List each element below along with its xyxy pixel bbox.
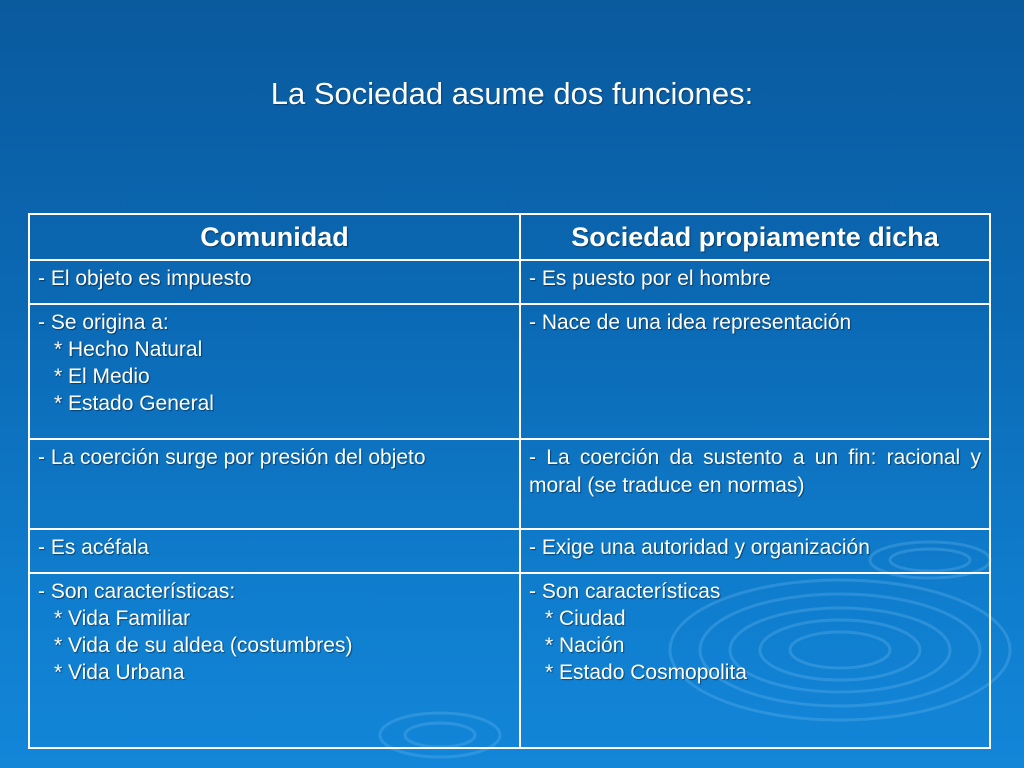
slide-title: La Sociedad asume dos funciones: <box>270 76 754 111</box>
cell-line: - El objeto es impuesto <box>38 267 252 290</box>
cell-line: - La coerción surge por presión del objeto <box>38 446 426 469</box>
cell-line: * Vida de su aldea (costumbres) <box>54 634 353 657</box>
table-row <box>29 529 990 573</box>
cell-paragraph: - La coerción da sustento a un fin: racional y moral (se traduce en normas) <box>529 446 981 497</box>
cell-sociedad <box>520 529 990 573</box>
table-row <box>29 439 990 529</box>
cell-line: - Es puesto por el hombre <box>529 267 771 290</box>
cell-line: * Ciudad <box>545 607 626 630</box>
header-sociedad: Sociedad propiamente dicha <box>520 214 990 260</box>
cell-line: * Vida Familiar <box>54 607 191 630</box>
cell-line: - Es acéfala <box>38 536 149 559</box>
table-row <box>29 573 990 748</box>
cell-comunidad <box>29 573 520 748</box>
header-comunidad: Comunidad <box>29 214 520 260</box>
cell-comunidad <box>29 260 520 304</box>
cell-line: * Estado Cosmopolita <box>545 661 747 684</box>
comparison-table <box>28 213 991 749</box>
cell-line: * Vida Urbana <box>54 661 185 684</box>
comparison-table-container <box>28 213 989 749</box>
cell-comunidad <box>29 529 520 573</box>
table-header-row <box>29 214 990 260</box>
cell-line: - Son características <box>529 580 721 603</box>
cell-line: * Estado General <box>54 392 214 415</box>
cell-sociedad <box>520 304 990 439</box>
cell-line: * El Medio <box>54 365 150 388</box>
cell-sociedad <box>520 439 990 529</box>
table-row <box>29 304 990 439</box>
cell-comunidad <box>29 304 520 439</box>
cell-line: - Son características: <box>38 580 236 603</box>
cell-sociedad <box>520 260 990 304</box>
cell-line: * Hecho Natural <box>54 338 203 361</box>
cell-line: - Nace de una idea representación <box>529 311 852 334</box>
cell-comunidad <box>29 439 520 529</box>
cell-line: - Se origina a: <box>38 311 169 334</box>
cell-line: - Exige una autoridad y organización <box>529 536 870 559</box>
cell-line: * Nación <box>545 634 625 657</box>
cell-sociedad <box>520 573 990 748</box>
table-row <box>29 260 990 304</box>
